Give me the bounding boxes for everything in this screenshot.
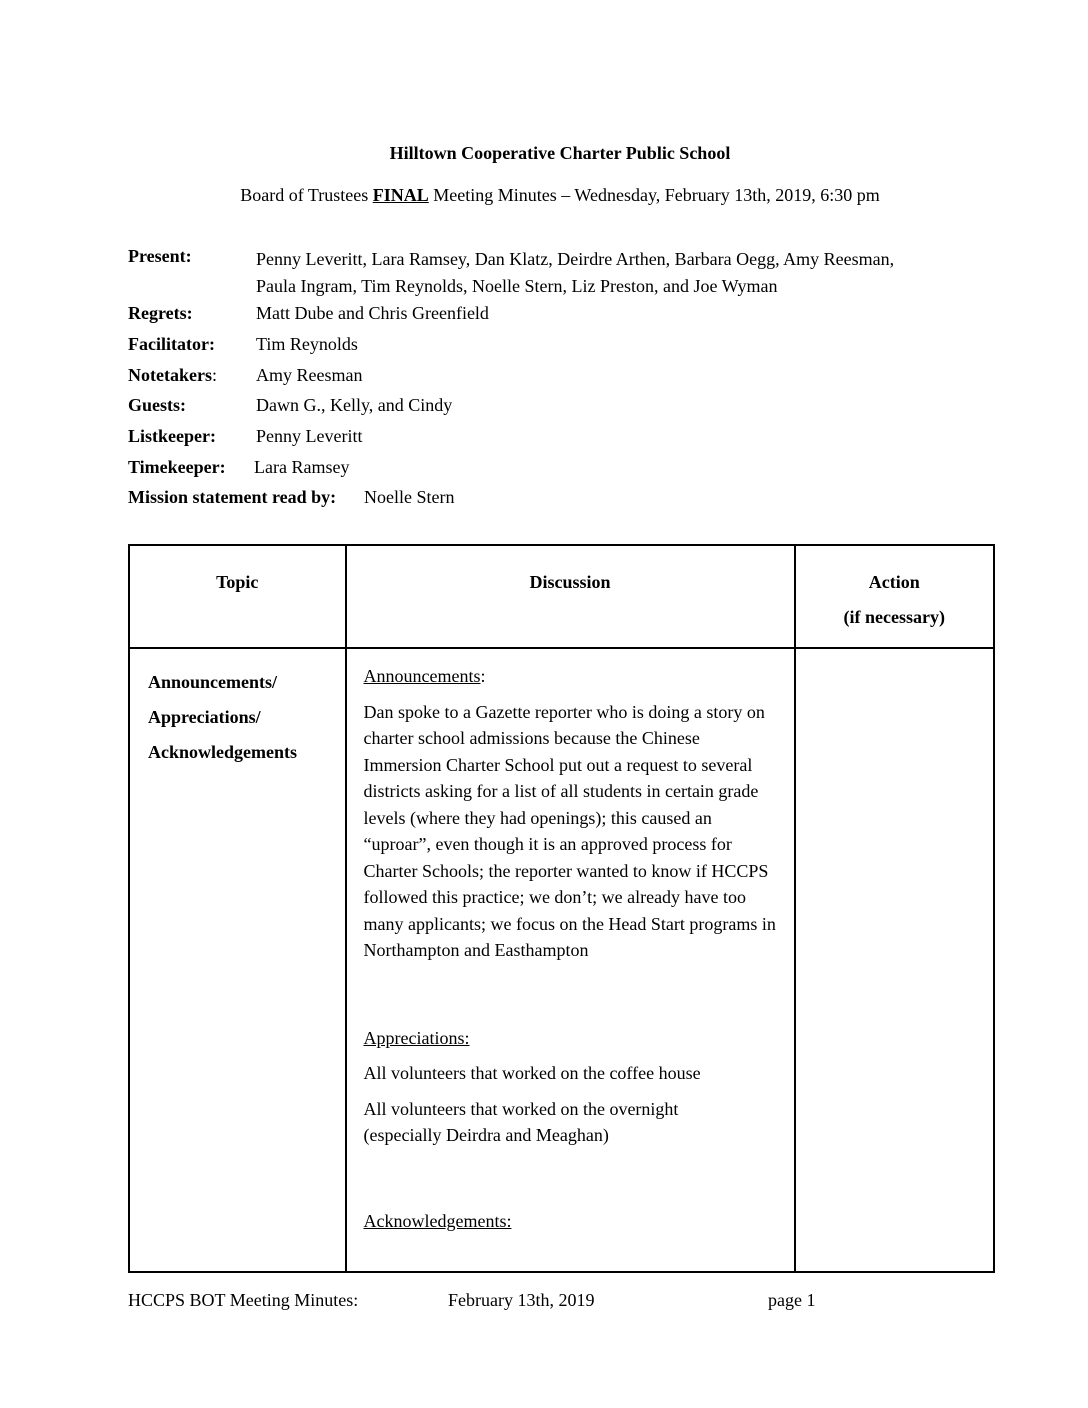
header-topic-text: Topic [216, 572, 259, 592]
header-action-text: Action [868, 572, 920, 592]
header-action-sub: (if necessary) [843, 607, 945, 627]
regrets-label: Regrets: [128, 303, 193, 323]
guests-label: Guests: [128, 395, 186, 415]
facilitator-value: Tim Reynolds [256, 334, 358, 354]
listkeeper-value: Penny Leveritt [256, 426, 363, 446]
final-emphasis: FINAL [372, 185, 429, 205]
header-topic [129, 545, 346, 648]
listkeeper-label: Listkeeper: [128, 426, 216, 446]
topic-line: Announcements/ [148, 672, 278, 692]
topic-line: Appreciations/ [148, 707, 261, 727]
facilitator-label: Facilitator: [128, 334, 215, 354]
notetakers-label [128, 365, 217, 386]
subtitle-prefix: Board of Trustees [240, 185, 373, 205]
appreciations-heading [364, 1025, 780, 1052]
topic-cell [129, 648, 346, 1272]
subtitle-suffix: Meeting Minutes – Wednesday, February 13th, 2019, 6:30 pm [428, 185, 880, 205]
meeting-subtitle [0, 185, 1088, 206]
minutes-table [128, 544, 995, 1273]
timekeeper-label: Timekeeper: [128, 457, 226, 477]
announcements-heading [364, 663, 780, 690]
mission-value: Noelle Stern [364, 487, 455, 507]
topic-line: Acknowledgements [148, 742, 297, 762]
present-line-1: Penny Leveritt, Lara Ramsey, Dan Klatz, Deirdre Arthen, Barbara Oegg, Amy Reesman, [256, 249, 895, 269]
table-row [129, 648, 994, 1272]
action-cell [795, 648, 994, 1272]
appreciations-heading-text: Appreciations: [363, 1027, 470, 1048]
table-header-row [129, 545, 994, 648]
guests-value: Dawn G., Kelly, and Cindy [256, 395, 453, 415]
appreciation-item: All volunteers that worked on the overnight (especially Deirdra and Meaghan) [363, 1098, 679, 1145]
present-label: Present: [128, 246, 192, 266]
present-value [256, 246, 894, 300]
announcements-colon: : [480, 666, 486, 686]
header-discussion-text: Discussion [529, 572, 611, 592]
appreciation-item: All volunteers that worked on the coffee house [363, 1063, 701, 1083]
notetakers-label-text: Notetakers [128, 365, 212, 385]
notetakers-colon: : [211, 365, 217, 385]
footer-date: February 13th, 2019 [448, 1290, 595, 1310]
announcements-heading-text: Announcements [363, 666, 481, 686]
footer-page-number: page 1 [768, 1290, 816, 1310]
acknowledgements-heading [364, 1208, 780, 1235]
school-name-title: Hilltown Cooperative Charter Public School [389, 143, 731, 163]
footer-doc-label: HCCPS BOT Meeting Minutes: [128, 1290, 359, 1310]
notetakers-value: Amy Reesman [256, 365, 363, 385]
header-discussion [346, 545, 795, 648]
mission-label: Mission statement read by: [128, 487, 337, 507]
regrets-value: Matt Dube and Chris Greenfield [256, 303, 489, 323]
announcements-body: Dan spoke to a Gazette reporter who is doing a story on charter school admissions because the Chinese Immersion Charter School put out a request to several districts asking for a list of all students in certain grade levels (where they had openings); this caused an “uproar”, even though it is an approved process for Charter Schools; the reporter wanted to know if HCCPS followed this practice; we don’t; we already have too many applicants; we focus on the Head Start programs in Northampton and Easthampton [363, 701, 776, 960]
present-line-2: Paula Ingram, Tim Reynolds, Noelle Stern, Liz Preston, and Joe Wyman [256, 276, 778, 296]
acknowledgements-heading-text: Acknowledgements: [363, 1210, 512, 1231]
timekeeper-value: Lara Ramsey [254, 457, 350, 477]
discussion-cell [346, 648, 795, 1272]
header-action [795, 545, 994, 648]
